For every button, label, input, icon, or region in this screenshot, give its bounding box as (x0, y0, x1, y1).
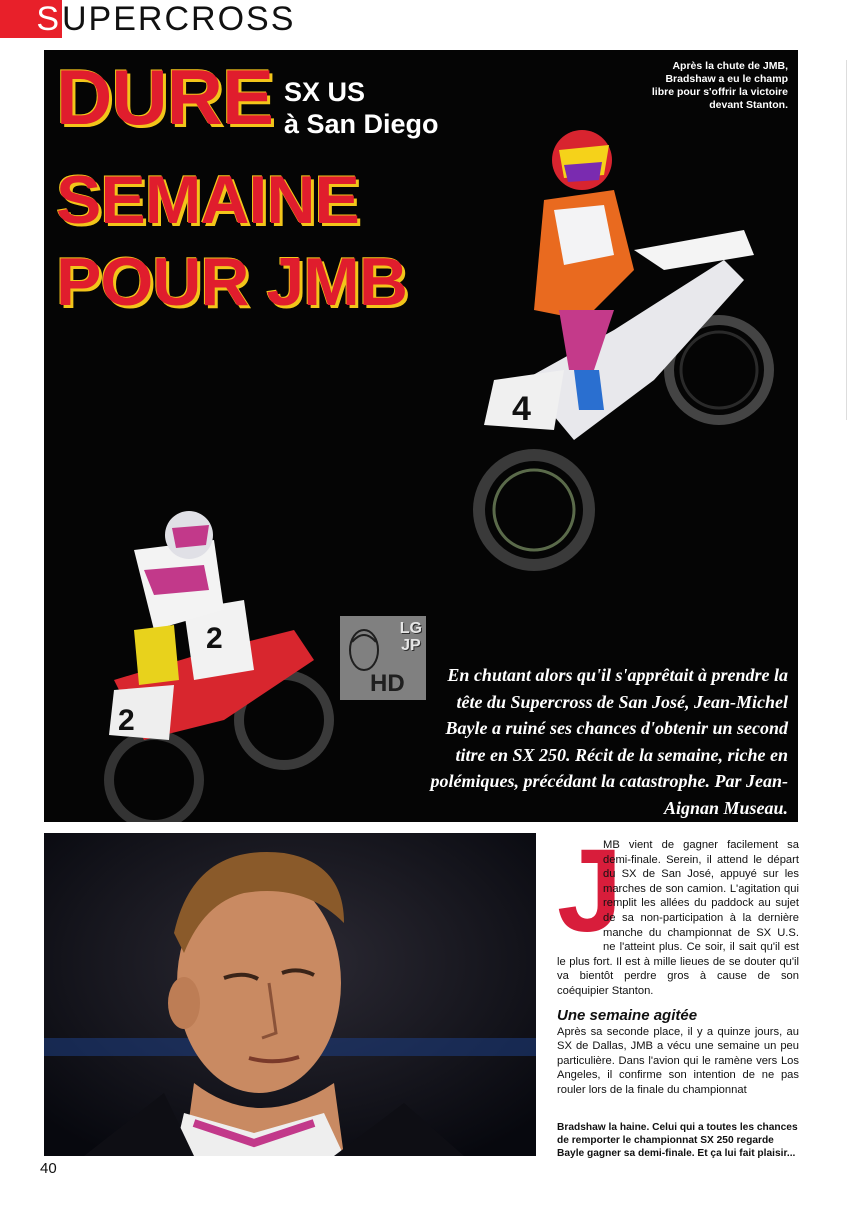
headline-line-1: DURE (56, 53, 274, 141)
rider-jumping-illustration (464, 80, 784, 600)
headline-line-3: POUR JMB (56, 244, 407, 320)
section-header (0, 0, 295, 38)
svg-text:4: 4 (512, 390, 531, 428)
photo-caption-top: Après la chute de JMB, Bradshaw a eu le champ libre pour s'offrir la victoire devant Stanton. (651, 60, 788, 111)
kicker-line-2: à San Diego (284, 109, 439, 139)
page-number: 40 (40, 1160, 57, 1177)
watermark-text: LG JP (399, 620, 422, 654)
svg-text:2: 2 (118, 704, 135, 737)
article-lede: En chutant alors qu'il s'apprêtait à prendre la tête du Supercross de San José, Jean-Michel Bayle a ruiné ses chances d'obtenir un second titre en SX 250. Récit de la semaine, riche en polémiques, précédant la catastrophe. Par Jean-Aignan Museau. (430, 665, 788, 818)
kicker (284, 76, 439, 140)
hero-photo (44, 50, 798, 822)
article-subhead: Une semaine agitée (557, 1006, 698, 1024)
watermark-hd: HD (370, 670, 405, 697)
watermark-logo (340, 616, 426, 700)
rider-number-2-illustration (94, 450, 334, 822)
page-edge-divider (846, 60, 847, 420)
article-body (557, 825, 799, 1098)
portrait-illustration (44, 833, 536, 1156)
portrait-photo (44, 833, 536, 1156)
kicker-line-1: SX US (284, 77, 366, 107)
article-paragraph-1: MB vient de gagner facilement sa demi-finale. Serein, il attend le départ du SX de San José, appuyé sur les marches de son camion. L'agitation qui remplit les allées du paddock au sujet de sa non-participation à la dernière manche du championnat de SX U.S. ne l'atteint plus. Ce soir, il sait qu'il est le plus fort. Il est à mille lieues de se douter qu'il va bientôt perdre gros à cause de son coéquipier Stanton. (557, 839, 799, 997)
drop-cap: J (557, 825, 623, 957)
section-initial: S (0, 0, 62, 38)
svg-text:2: 2 (206, 622, 223, 655)
photo-caption-bottom: Bradshaw la haine. Celui qui a toutes les chances de remporter le championnat SX 250 regarde Bayle gagner sa demi-finale. Et ça lui fait plaisir... (557, 1122, 798, 1159)
headline-line-2: SEMAINE (56, 162, 359, 238)
article-paragraph-2: Après sa seconde place, il y a quinze jours, au SX de Dallas, JMB a vécu une semaine un peu particulière. Dans l'avion qui le ramène vers Los Angeles, il confirme son intention de ne pas rouler lors de la finale du championnat (557, 1025, 799, 1096)
section-title: UPERCROSS (62, 0, 296, 38)
